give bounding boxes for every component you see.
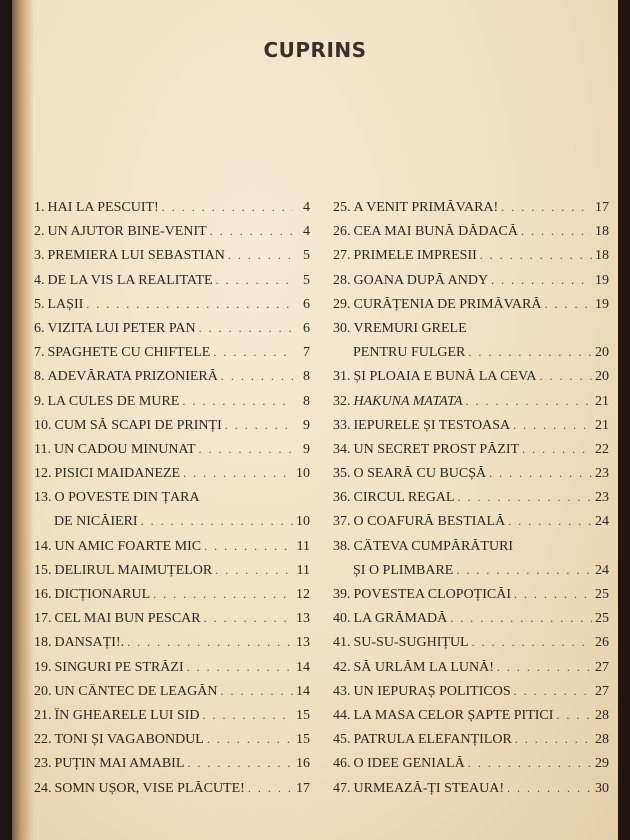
toc-entry-page: 21	[595, 393, 609, 409]
toc-entry	[34, 539, 310, 563]
toc-entry-number: 18.	[34, 635, 52, 651]
toc-entry-number: 25.	[333, 200, 351, 215]
dot-leader	[513, 418, 592, 433]
dot-leader	[514, 684, 592, 699]
toc-entry-title: SU-SU-SUGHIȚUL	[353, 635, 469, 651]
dot-leader	[207, 732, 293, 747]
toc-entry-number: 21.	[34, 707, 52, 723]
toc-entry	[34, 345, 310, 369]
toc-entry-number: 31.	[333, 369, 351, 385]
toc-entry-page: 7	[303, 345, 310, 361]
toc-entry-number: 17.	[34, 611, 52, 627]
dot-leader	[489, 466, 592, 481]
toc-entry	[34, 635, 310, 659]
dot-leader	[522, 442, 592, 457]
toc-entry	[34, 490, 310, 514]
dot-leader	[539, 369, 592, 384]
dot-leader	[450, 611, 592, 626]
toc-entry-number: 6.	[34, 320, 45, 336]
toc-entry-page: 17	[595, 200, 609, 215]
toc-entry-number: 33.	[333, 417, 351, 433]
toc-entry-number: 37.	[333, 514, 351, 530]
dot-leader	[210, 224, 293, 239]
toc-entry	[333, 684, 609, 708]
toc-entry-page: 20	[595, 369, 609, 385]
toc-entry-number: 22.	[34, 732, 52, 748]
dot-leader	[199, 442, 293, 457]
toc-entry	[34, 684, 310, 708]
toc-entry-page: 14	[296, 659, 310, 675]
toc-entry-page: 8	[303, 393, 310, 409]
toc-entry-title: VIZITA LUI PETER PAN	[47, 320, 196, 336]
toc-entry-title: URMEAZĂ-ȚI STEAUA!	[353, 780, 504, 796]
dot-leader	[514, 587, 592, 602]
toc-entry-number: 44.	[333, 707, 351, 723]
toc-entry-page: 20	[595, 345, 609, 361]
toc-entry-title: ÎN GHEARELE LUI SID	[54, 707, 200, 723]
toc-entry-page: 6	[303, 296, 310, 312]
toc-entry-page: 10	[296, 466, 310, 482]
toc-entry	[34, 466, 310, 490]
toc-entry-number: 39.	[333, 587, 351, 602]
toc-entry-title: CÂTEVA CUMPĂRĂTURI	[353, 538, 514, 554]
toc-entry-number: 19.	[34, 659, 52, 675]
toc-entry-page: 12	[296, 587, 310, 602]
toc-entry-title: UN IEPURAȘ POLITICOS	[353, 683, 511, 699]
toc-entry-page: 25	[595, 611, 609, 627]
toc-entry-title: SOMN UȘOR, VISE PLĂCUTE!	[54, 780, 245, 796]
toc-entry-number: 8.	[34, 369, 45, 385]
book-page	[12, 0, 618, 840]
toc-entry-title: ȘI O PLIMBARE	[353, 562, 454, 578]
toc-entry-page: 10	[296, 514, 310, 530]
toc-entry	[333, 611, 609, 635]
toc-entry-number: 15.	[34, 562, 52, 578]
toc-entry-number: 11.	[34, 441, 51, 457]
toc-entry-title: CEA MAI BUNĂ DĂDACĂ	[353, 224, 519, 240]
toc-entry-page: 16	[296, 756, 310, 772]
dot-leader	[468, 345, 592, 360]
toc-entry-page: 13	[296, 611, 310, 627]
toc-entry-title: LAȘII	[47, 296, 84, 312]
dot-leader	[248, 781, 293, 796]
toc-entry	[34, 660, 310, 684]
toc-entry-page: 27	[595, 659, 609, 675]
dot-leader	[457, 490, 592, 505]
toc-entry-page: 22	[595, 441, 609, 457]
toc-entry-page: 9	[303, 417, 310, 433]
toc-entry-number: 16.	[34, 587, 52, 602]
toc-entry-title: LA GRĂMADĂ	[353, 611, 448, 627]
toc-entry-number: 45.	[333, 732, 351, 748]
dot-leader	[183, 466, 293, 481]
toc-entry-title: O SEARĂ CU BUCȘĂ	[353, 466, 487, 482]
toc-entry-page: 26	[595, 635, 609, 651]
toc-entry-number: 2.	[34, 224, 45, 240]
toc-entry	[333, 369, 609, 393]
toc-entry-number: 40.	[333, 611, 351, 627]
toc-entry	[333, 345, 609, 369]
toc-entry-title: CURĂȚENIA DE PRIMĂVARĂ	[353, 296, 542, 312]
toc-entry-page: 4	[303, 224, 310, 240]
toc-entry-page: 24	[595, 562, 609, 578]
dot-leader	[182, 394, 293, 409]
dot-leader	[466, 394, 592, 409]
toc-entry	[333, 248, 609, 272]
dot-leader	[521, 224, 592, 239]
toc-entry-title: O COAFURĂ BESTIALĂ	[353, 514, 506, 530]
toc-entry-title: LA CULES DE MURE	[47, 393, 180, 409]
toc-entry-page: 5	[303, 272, 310, 288]
toc-entry-title: UN AJUTOR BINE-VENIT	[47, 224, 207, 240]
toc-entry-title: HAI LA PESCUIT!	[47, 200, 159, 215]
toc-entry-page: 9	[303, 441, 310, 457]
toc-entry-number: 47.	[333, 780, 351, 796]
toc-entry-number: 28.	[333, 272, 351, 288]
dot-leader	[162, 200, 293, 215]
toc-entry-title: TONI ȘI VAGABONDUL	[54, 732, 204, 748]
toc-entry-number: 1.	[34, 200, 45, 215]
toc-entry-page: 11	[296, 538, 310, 554]
toc-entry	[333, 563, 609, 587]
toc-column-right	[333, 200, 609, 805]
toc-entry-title: PATRULA ELEFANȚILOR	[353, 732, 512, 748]
toc-entry-page: 28	[595, 707, 609, 723]
toc-entry	[34, 200, 310, 224]
toc-entry-page: 30	[595, 780, 609, 796]
toc-entry-page: 25	[595, 587, 609, 602]
toc-entry	[34, 708, 310, 732]
toc-entry	[34, 224, 310, 248]
toc-entry-title: DELIRUL MAIMUȚELOR	[54, 562, 213, 578]
toc-entry-page: 24	[595, 514, 609, 530]
dot-leader	[215, 563, 293, 578]
dot-leader	[501, 200, 592, 215]
dot-leader	[204, 611, 293, 626]
toc-entry	[333, 708, 609, 732]
toc-entry-title: CEL MAI BUN PESCAR	[54, 611, 201, 627]
toc-entry-number: 46.	[333, 756, 351, 772]
toc-entry	[333, 514, 609, 538]
toc-entry-title: DE LA VIS LA REALITATE	[47, 272, 213, 288]
toc-entry-number: 24.	[34, 780, 52, 796]
toc-entry	[333, 660, 609, 684]
toc-entry-number: 35.	[333, 466, 351, 482]
toc-entry	[34, 781, 310, 805]
dot-leader	[204, 539, 293, 554]
toc-entry	[34, 563, 310, 587]
toc-entry-title: PISICI MAIDANEZE	[54, 466, 181, 482]
toc-entry-page: 4	[303, 200, 310, 215]
dot-leader	[544, 297, 592, 312]
toc-entry-number: 5.	[34, 296, 45, 312]
toc-entry-title: IEPURELE ȘI TESTOASA	[353, 417, 511, 433]
dot-leader	[127, 635, 293, 650]
toc-entry-title: ADEVĂRATA PRIZONIERĂ	[47, 369, 218, 385]
dot-leader	[86, 297, 293, 312]
dot-leader	[556, 708, 592, 723]
toc-entry-page: 15	[296, 732, 310, 748]
toc-entry	[333, 781, 609, 805]
toc-entry-title: DE NICĂIERI	[54, 514, 138, 530]
toc-entry	[333, 273, 609, 297]
toc-entry-page: 13	[296, 635, 310, 651]
toc-entry	[333, 418, 609, 442]
toc-entry-title: UN SECRET PROST PĂZIT	[353, 441, 520, 457]
toc-entry	[333, 297, 609, 321]
toc-entry-page: 18	[595, 248, 609, 264]
toc-entry-number: 3.	[34, 248, 45, 264]
toc-entry-page: 14	[296, 683, 310, 699]
toc-entry-number: 23.	[34, 756, 52, 772]
toc-entry-number: 26.	[333, 224, 351, 240]
dot-leader	[491, 273, 592, 288]
dot-leader	[225, 418, 293, 433]
dot-leader	[508, 514, 592, 529]
dot-leader	[203, 708, 293, 723]
toc-entry-title: PUȚIN MAI AMABIL	[54, 756, 185, 772]
toc-entry	[34, 732, 310, 756]
toc-entry-number: 32.	[333, 393, 351, 409]
toc-entry-page: 28	[595, 732, 609, 748]
toc-entry-number: 4.	[34, 272, 45, 288]
toc-entry-title: SPAGHETE CU CHIFTELE	[47, 345, 211, 361]
toc-entry-page: 6	[303, 320, 310, 336]
dot-leader	[515, 732, 592, 747]
dot-leader	[216, 273, 293, 288]
toc-entry-title: UN AMIC FOARTE MIC	[54, 538, 202, 554]
toc-entry-title: SĂ URLĂM LA LUNĂ!	[353, 659, 494, 675]
toc-entry-number: 14.	[34, 538, 52, 554]
toc-entry-title: O IDEE GENIALĂ	[353, 756, 465, 772]
dot-leader	[456, 563, 592, 578]
toc-entry-title: VREMURI GRELE	[353, 320, 467, 336]
toc-entry	[333, 756, 609, 780]
toc-entry-page: 21	[595, 417, 609, 433]
toc-entry-title: O POVESTE DIN ȚARA	[54, 490, 200, 506]
toc-entry-page: 19	[595, 272, 609, 288]
dot-leader	[213, 345, 293, 360]
toc-entry-title: UN CÂNTEC DE LEAGĂN	[54, 683, 218, 699]
dot-leader	[228, 248, 293, 263]
dot-leader	[220, 684, 293, 699]
toc-entry-page: 5	[303, 248, 310, 264]
toc-entry-number: 41.	[333, 635, 351, 651]
toc-entry-number: 36.	[333, 490, 351, 506]
toc-entry-title: SINGURI PE STRĂZI	[54, 659, 184, 675]
toc-entry-page: 8	[303, 369, 310, 385]
toc-entry	[34, 248, 310, 272]
toc-entry-page: 11	[296, 562, 310, 578]
dot-leader	[199, 321, 293, 336]
toc-entry-page: 18	[595, 224, 609, 240]
toc-entry-number: 38.	[333, 538, 351, 554]
toc-entry-page: 23	[595, 490, 609, 506]
toc-entry-page: 27	[595, 683, 609, 699]
toc-entry-title: PENTRU FULGER	[353, 345, 466, 361]
toc-entry-title: UN CADOU MINUNAT	[53, 441, 196, 457]
toc-column-left	[34, 200, 310, 805]
toc-entry-title: DANSAȚI!.	[54, 635, 125, 651]
toc-entry-number: 7.	[34, 345, 45, 361]
toc-entry-title: POVESTEA CLOPOȚICĂI	[353, 587, 512, 602]
toc-entry-page: 29	[595, 756, 609, 772]
toc-entry	[34, 369, 310, 393]
dot-leader	[187, 660, 293, 675]
toc-entry-page: 19	[595, 296, 609, 312]
toc-entry	[34, 394, 310, 418]
toc-entry	[333, 539, 609, 563]
toc-entry-title: PREMIERA LUI SEBASTIAN	[47, 248, 225, 264]
toc-entry	[333, 394, 609, 418]
toc-entry	[333, 466, 609, 490]
toc-entry	[34, 418, 310, 442]
toc-entry-page: 15	[296, 707, 310, 723]
toc-entry-title: GOANA DUPĂ ANDY	[353, 272, 489, 288]
toc-entry	[34, 321, 310, 345]
toc-entry-number: 30.	[333, 320, 351, 336]
toc-entry	[333, 587, 609, 611]
toc-entry-title: CUM SĂ SCAPI DE PRINȚI	[54, 417, 222, 433]
toc-entry-title: PRIMELE IMPRESII	[353, 248, 477, 264]
toc-entry-number: 12.	[34, 466, 52, 482]
dot-leader	[187, 756, 293, 771]
toc-entry-number: 27.	[333, 248, 351, 264]
toc-entry-number: 10.	[34, 417, 52, 433]
dot-leader	[221, 369, 293, 384]
toc-entry-title: DICȚIONARUL	[54, 587, 151, 602]
dot-leader	[153, 587, 293, 602]
toc-entry	[333, 732, 609, 756]
toc-entry	[333, 321, 609, 345]
page-title: CUPRINS	[263, 38, 367, 62]
toc-entry	[34, 273, 310, 297]
toc-entry	[34, 514, 310, 538]
dot-leader	[507, 781, 592, 796]
toc-entry-number: 20.	[34, 683, 52, 699]
toc-entry-number: 9.	[34, 393, 45, 409]
toc-entry-page: 23	[595, 466, 609, 482]
toc-entry-title: CIRCUL REGAL	[353, 490, 455, 506]
toc-entry-number: 34.	[333, 441, 351, 457]
toc-entry	[333, 490, 609, 514]
toc-entry-title: LA MASA CELOR ȘAPTE PITICI	[353, 707, 554, 723]
toc-entry-page: 17	[296, 780, 310, 796]
dot-leader	[141, 514, 293, 529]
toc-entry-number: 43.	[333, 683, 351, 699]
toc-entry	[34, 756, 310, 780]
dot-leader	[468, 756, 592, 771]
toc-entry-title: ȘI PLOAIA E BUNĂ LA CEVA	[353, 369, 537, 385]
toc-entry-number: 42.	[333, 659, 351, 675]
toc-entry	[34, 587, 310, 611]
toc-entry	[34, 297, 310, 321]
dot-leader	[497, 660, 592, 675]
toc-entry-number: 13.	[34, 490, 52, 506]
toc-entry	[333, 635, 609, 659]
toc-entry	[333, 200, 609, 224]
toc-entry	[34, 611, 310, 635]
dot-leader	[472, 635, 592, 650]
book-spine	[12, 0, 34, 840]
toc-entry-title: A VENIT PRIMĂVARA!	[353, 200, 499, 215]
toc-entry-number: 29.	[333, 296, 351, 312]
toc-entry	[34, 442, 310, 466]
toc-entry	[333, 224, 609, 248]
toc-entry	[333, 442, 609, 466]
dot-leader	[480, 248, 592, 263]
toc-entry-title: HAKUNA MATATA	[353, 393, 463, 409]
